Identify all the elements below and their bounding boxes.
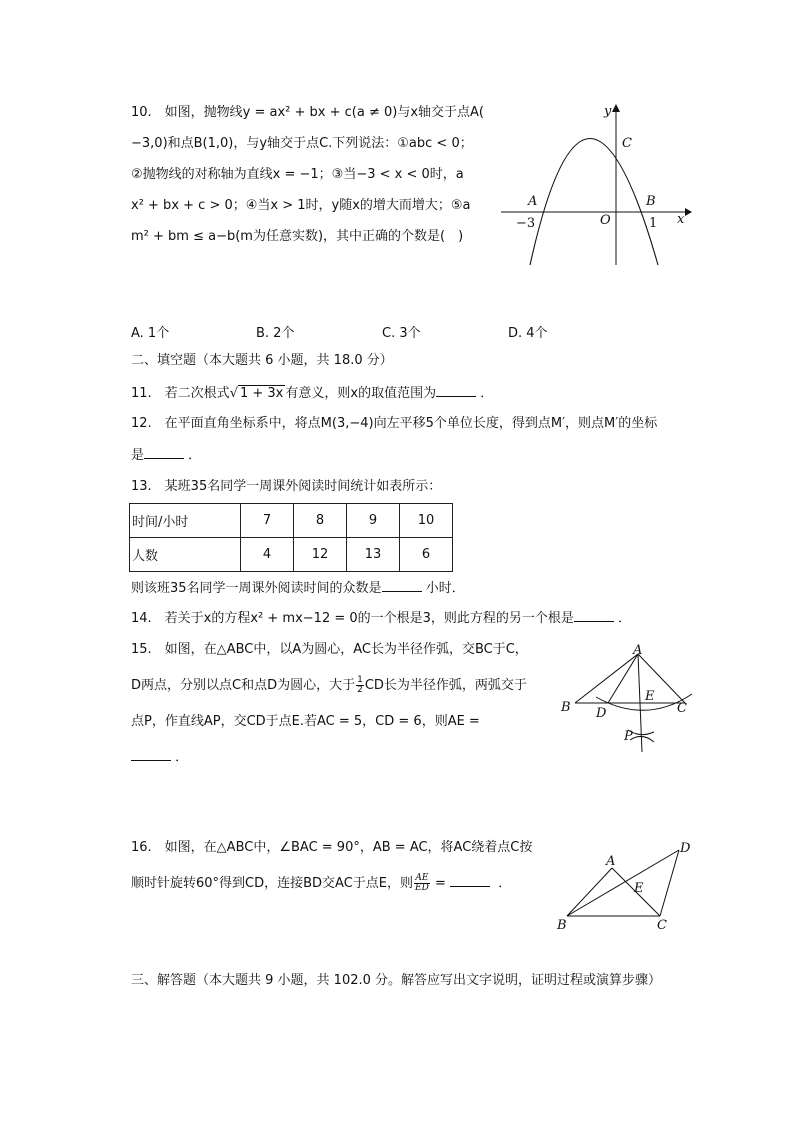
q14 (131, 609, 631, 628)
point-d-label: D (596, 706, 607, 721)
point-d-label: D (680, 841, 691, 856)
section-3-heading: 三、解答题（本大题共 9 小题，共 102.0 分。解答应写出文字说明，证明过程或演算步骤） (131, 973, 662, 988)
x-axis-arrow-icon (685, 208, 692, 216)
point-b-label: B (561, 700, 571, 715)
q15-line2-b: CD长为半径作弧，两弧交于 (364, 678, 527, 693)
q16-line2-prefix: 顺时针旋转60°得到CD，连接BD交AC于点E，则 (131, 876, 414, 891)
q10-option-b: B. 2个 (256, 326, 295, 341)
table-cell: 7 (241, 504, 294, 538)
q16-answer-blank (450, 874, 490, 887)
segment-bd (567, 850, 679, 916)
q10-line1: 10. 如图，抛物线y = ax² + bx + c(a ≠ 0)与x轴交于点A( (131, 105, 484, 120)
q16-end: ． (498, 876, 512, 891)
q10-option-d: D. 4个 (508, 326, 548, 341)
tick-1-label: 1 (649, 216, 658, 231)
q10-line2: −3,0)和点B(1,0)，与y轴交于点C.下列说法：①abc < 0； (131, 136, 473, 151)
table-cell: 10 (400, 504, 453, 538)
sqrt-icon: √ (229, 386, 238, 401)
table-cell: 8 (294, 504, 347, 538)
q15-answer-blank (131, 748, 171, 761)
fraction-denominator: ED (415, 883, 429, 893)
q11-radicand: 1 + 3x (239, 386, 284, 401)
q13-after-prefix: 则该班35名同学一周课外阅读时间的众数是 (131, 581, 382, 596)
point-e-label: E (634, 881, 644, 896)
q10-parabola-figure (495, 100, 695, 270)
table-cell: 9 (347, 504, 400, 538)
ae-ed-fraction (414, 874, 430, 893)
q10-line5: m² + bm ≤ a−b(m为任意实数)，其中正确的个数是( ) (131, 229, 464, 244)
segment-ab (575, 654, 638, 703)
q15-end: ． (175, 750, 189, 765)
q11-suffix: 有意义，则x的取值范围为 (285, 386, 437, 401)
q15-line3: 点P，作直线AP，交CD于点E.若AC = 5，CD = 6，则AE = (131, 714, 480, 729)
q15-line2-a: D两点，分别以点C和点D为圆心，大于 (131, 678, 356, 693)
q10-option-a: A. 1个 (131, 326, 170, 341)
q11 (131, 384, 493, 403)
point-p-label: P (624, 729, 633, 744)
point-a-label: A (633, 643, 643, 658)
fraction-denominator: 2 (357, 685, 363, 695)
table-row (130, 504, 453, 538)
q11-answer-blank (436, 384, 476, 397)
point-a-label: A (528, 194, 538, 209)
q13-after-suffix: 小时． (425, 581, 465, 596)
fraction-numerator: 1 (357, 675, 363, 685)
q14-end: ． (618, 611, 632, 626)
fraction-numerator: AE (415, 873, 429, 883)
q16-triangle-figure (555, 838, 695, 933)
table-cell: 人数 (130, 538, 241, 572)
table-cell: 13 (347, 538, 400, 572)
point-e-label: E (645, 689, 655, 704)
q15-triangle-figure (556, 642, 701, 757)
q13-intro: 13. 某班35名同学一周课外阅读时间统计如表所示： (131, 479, 442, 494)
point-c-label: C (677, 701, 687, 716)
q12-line2-prefix: 是 (131, 448, 145, 463)
x-axis-label: x (677, 212, 685, 227)
point-c-label: C (622, 136, 632, 151)
point-c-label: C (657, 918, 667, 933)
segment-ab (567, 868, 612, 916)
tick-neg3-label: −3 (516, 216, 536, 231)
table-cell: 12 (294, 538, 347, 572)
q16-line2 (131, 874, 511, 893)
q12-answer-blank (144, 446, 184, 459)
q11-end: ． (480, 386, 494, 401)
segment-ad (608, 654, 638, 703)
q10-line3: ②抛物线的对称轴为直线x = −1；③当−3 < x < 0时，a (131, 167, 464, 182)
y-axis-arrow-icon (612, 104, 620, 112)
q11-prefix: 11. 若二次根式 (131, 386, 230, 401)
point-b-label: B (646, 194, 656, 209)
q14-prefix: 14. 若关于x的方程x² + mx−12 = 0的一个根是3，则此方程的另一个根是 (131, 611, 574, 626)
table-cell: 时间/小时 (130, 504, 241, 538)
table-row (130, 538, 453, 572)
q15-line2 (131, 676, 527, 695)
q12-line1: 12. 在平面直角坐标系中，将点M(3,−4)向左平移5个单位长度，得到点M′，则点M′的坐标 (131, 416, 658, 431)
q14-answer-blank (574, 609, 614, 622)
one-half-fraction (356, 676, 364, 695)
q16-equals: = (430, 876, 450, 891)
point-a-label: A (606, 854, 616, 869)
q13-after (131, 579, 465, 598)
q10-option-c: C. 3个 (382, 326, 421, 341)
q16-line1: 16. 如图，在△ABC中，∠BAC = 90°，AB = AC，将AC绕着点C按 (131, 840, 533, 855)
q10-line4: x² + bx + c > 0；④当x > 1时，y随x的增大而增大；⑤a (131, 198, 471, 213)
y-axis-label: y (604, 104, 612, 119)
q15-line4 (131, 748, 188, 767)
section-2-heading: 二、填空题（本大题共 6 小题，共 18.0 分） (131, 353, 393, 368)
table-cell: 6 (400, 538, 453, 572)
q15-line1: 15. 如图，在△ABC中，以A为圆心，AC长为半径作弧，交BC于C， (131, 642, 528, 657)
q12-end: ． (188, 448, 202, 463)
q13-reading-time-table (129, 503, 453, 572)
q13-answer-blank (382, 579, 422, 592)
table-cell: 4 (241, 538, 294, 572)
origin-label: O (600, 213, 611, 228)
parabola-curve (530, 139, 658, 266)
q12-line2 (131, 446, 201, 465)
point-b-label: B (557, 918, 567, 933)
